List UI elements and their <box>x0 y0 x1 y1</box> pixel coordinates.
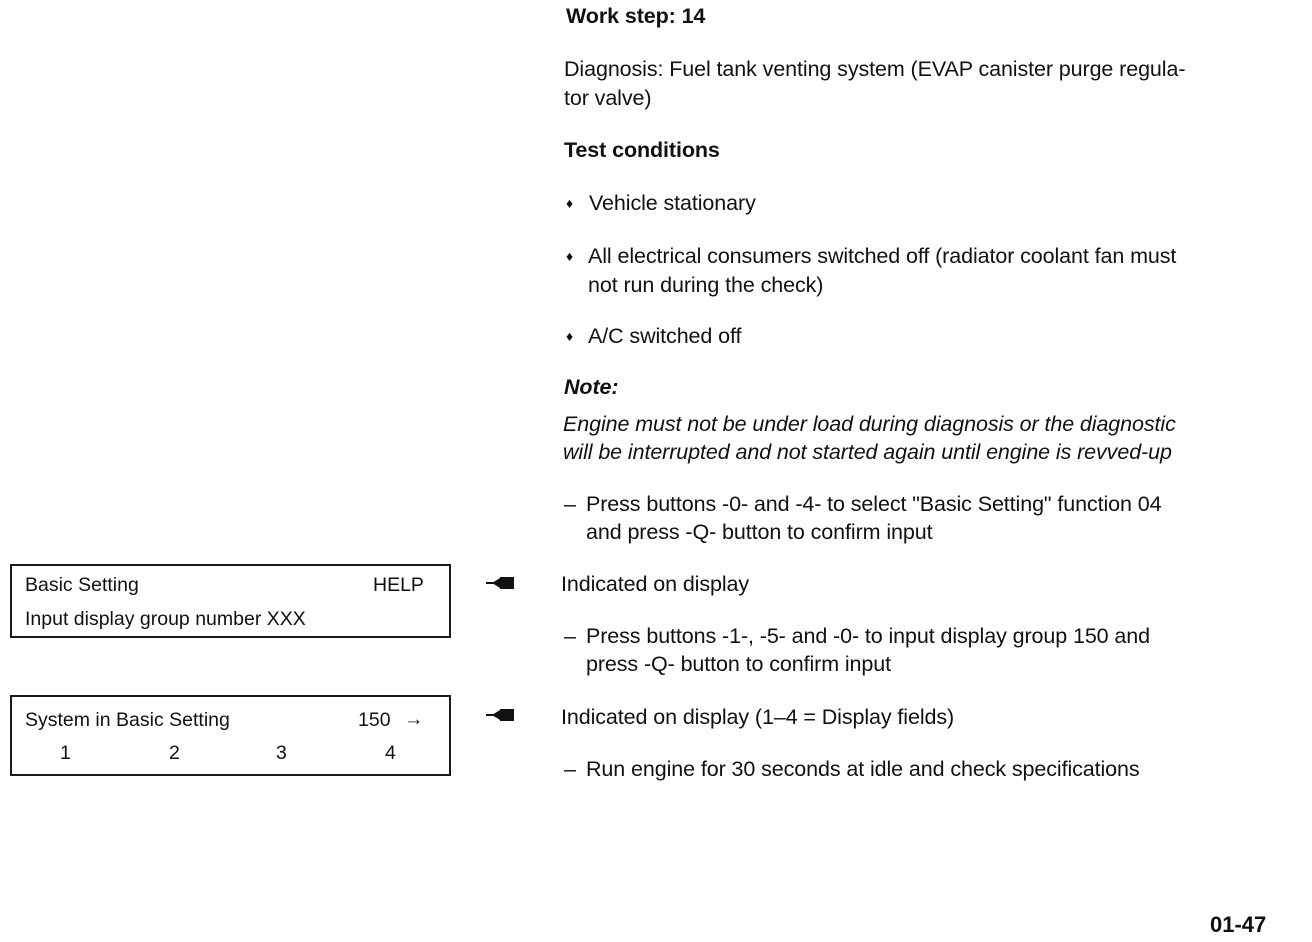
note-heading: Note: <box>564 375 619 399</box>
dash-marker: – <box>564 624 576 648</box>
instruction-step <box>564 490 1304 550</box>
pointing-arrow-icon <box>486 708 514 722</box>
bullet-text: All electrical consumers switched off (radiator coolant fan must <box>588 244 1177 268</box>
bullet-item <box>566 322 1306 352</box>
work-step-heading: Work step: 14 <box>566 4 706 28</box>
display-title: System in Basic Setting <box>25 709 230 731</box>
instruction-step <box>564 622 1304 682</box>
bullet-diamond-icon: ♦ <box>566 248 574 264</box>
right-arrow-icon: → <box>404 708 424 730</box>
bullet-diamond-icon: ♦ <box>566 195 574 211</box>
step-text-continued: and press -Q- button to confirm input <box>586 520 933 544</box>
display-line-2: Input display group number XXX <box>25 608 306 630</box>
page-number: 01-47 <box>1210 912 1267 937</box>
display-panel-system-basic-setting <box>10 695 451 776</box>
display-field-4: 4 <box>385 742 396 764</box>
step-text: Press buttons -1-, -5- and -0- to input display group 150 and <box>586 624 1150 648</box>
note-line-2: will be interrupted and not started again until engine is revved-up <box>563 440 1172 464</box>
bullet-text: A/C switched off <box>588 324 742 348</box>
display-panel-basic-setting <box>10 564 451 638</box>
pointing-arrow-icon <box>486 576 514 590</box>
bullet-text: Vehicle stationary <box>589 191 756 215</box>
step-text-continued: press -Q- button to confirm input <box>586 652 891 676</box>
diagnosis-line-2: tor valve) <box>564 86 652 110</box>
dash-marker: – <box>564 757 576 781</box>
display-field-1: 1 <box>60 742 71 764</box>
diagnosis-line-1: Diagnosis: Fuel tank venting system (EVAP canister purge regula- <box>564 57 1186 81</box>
dash-marker: – <box>564 492 576 516</box>
bullet-diamond-icon: ♦ <box>566 328 574 344</box>
test-conditions-heading: Test conditions <box>564 138 720 162</box>
display-field-3: 3 <box>276 742 287 764</box>
indicated-on-display-1: Indicated on display <box>561 572 750 596</box>
step-text: Run engine for 30 seconds at idle and check specifications <box>586 757 1140 781</box>
step-text: Press buttons -0- and -4- to select "Basic Setting" function 04 <box>586 492 1162 516</box>
display-group-value: 150 <box>358 709 391 731</box>
instruction-step <box>564 755 1304 785</box>
bullet-item <box>566 189 1306 219</box>
bullet-text-continued: not run during the check) <box>588 273 824 297</box>
display-help-label: HELP <box>373 574 424 596</box>
display-title: Basic Setting <box>25 574 139 596</box>
note-line-1: Engine must not be under load during diagnosis or the diagnostic <box>563 412 1176 436</box>
display-field-2: 2 <box>169 742 180 764</box>
indicated-on-display-2: Indicated on display (1–4 = Display fields) <box>561 705 955 729</box>
bullet-item <box>566 242 1306 302</box>
